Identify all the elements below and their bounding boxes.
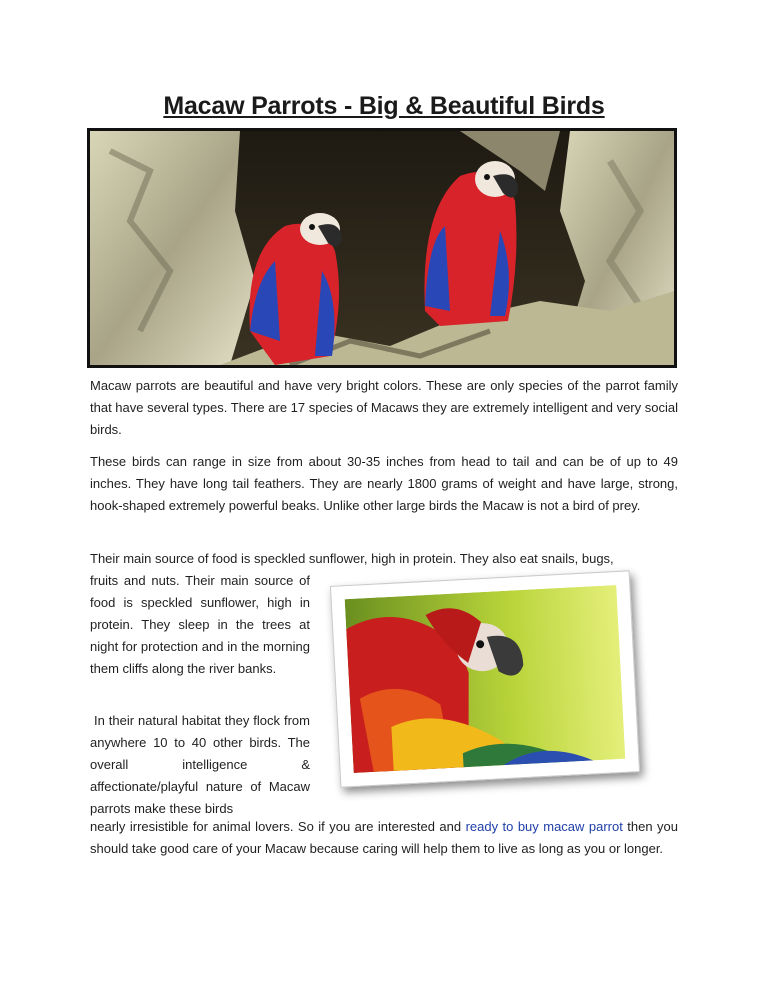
care-text-before: nearly irresistible for animal lovers. So if you are interested and [90, 819, 466, 834]
paragraph-size: These birds can range in size from about 30-35 inches from head to tail and can be of up to 49 inches. They have long tail feathers. They are nearly 1800 grams of weight and have large, strong, hook-shaped extremely powerful beaks. Unlike other large birds the Macaw is not a bird of prey. [90, 454, 678, 513]
paragraph-food-rest: fruits and nuts. Their main source of food is speckled sunflower, high in protein. They sleep in the trees at night for protection and in the morning them cliffs along the river banks. [90, 573, 310, 676]
paragraph-care [90, 816, 678, 860]
paragraph-intro: Macaw parrots are beautiful and have very bright colors. These are only species of the parrot family that have several types. There are 17 species of Macaws they are extremely intelligent and very social birds. [90, 378, 678, 437]
hero-macaw-photo [87, 128, 677, 368]
paragraph-food-line1: Their main source of food is speckled sunflower, high in protein. They also eat snails, bugs, [90, 551, 614, 566]
page-title: Macaw Parrots - Big & Beautiful Birds [163, 92, 605, 120]
macaw-closeup-photo [330, 570, 640, 787]
buy-macaw-link[interactable]: ready to buy macaw parrot [465, 819, 623, 834]
care-text-after: then you should take good care of your Macaw because caring will help them to live as long as you or longer. [90, 819, 678, 856]
paragraph-habitat: In their natural habitat they flock from anywhere 10 to 40 other birds. The overall intelligence & affectionate/playful nature of Macaw parrots make these birds [90, 713, 314, 816]
